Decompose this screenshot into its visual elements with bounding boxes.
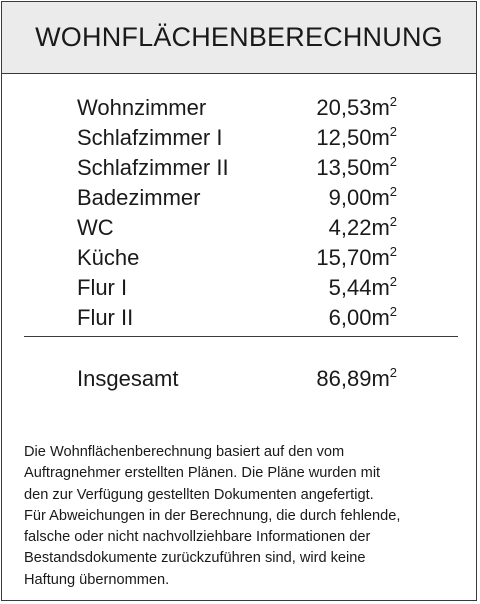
room-area: $13,50m^2$ <box>316 154 397 180</box>
room-row <box>77 183 397 213</box>
disclaimer-text <box>24 442 470 591</box>
total-divider <box>24 336 458 337</box>
room-name: Schlafzimmer II <box>77 155 229 180</box>
disclaimer-line: Haftung übernommen. <box>24 571 170 588</box>
room-row <box>77 273 397 303</box>
title-bar <box>2 2 476 74</box>
room-area: $9,00m^2$ <box>328 184 397 210</box>
room-area: $20,53m^2$ <box>316 94 397 120</box>
disclaimer-line: Die Wohnflächenberechnung basiert auf den vom <box>24 444 345 460</box>
room-name: Badezimmer <box>77 185 201 210</box>
room-area: $12,50m^2$ <box>316 124 397 150</box>
total-area: $86,89m^2$ <box>316 365 397 391</box>
area-calculation-card <box>1 1 477 601</box>
room-area: $5,44m^2$ <box>328 274 397 300</box>
room-row <box>77 243 397 273</box>
room-row <box>77 153 397 183</box>
disclaimer-line: Auftragnehmer erstellten Plänen. Die Pläne wurden mit <box>24 465 381 482</box>
room-name: Flur II <box>77 305 134 330</box>
room-name: Schlafzimmer I <box>77 125 223 150</box>
room-row <box>77 213 397 243</box>
room-list <box>77 93 397 333</box>
room-row <box>77 303 397 333</box>
room-row <box>77 93 397 123</box>
room-area: $15,70m^2$ <box>316 244 397 270</box>
room-name: Flur I <box>77 275 128 300</box>
disclaimer-line: falsche oder nicht nachvollziehbare Informationen der <box>24 529 371 546</box>
room-area: $4,22m^2$ <box>328 214 397 240</box>
total-row <box>77 364 397 394</box>
room-row <box>77 123 397 153</box>
disclaimer-line: den zur Verfügung gestellten Dokumenten angefertigt. <box>24 486 374 503</box>
room-name: WC <box>77 215 114 240</box>
disclaimer-line: Bestandsdokumente zurückzuführen sind, wird keine <box>24 550 366 567</box>
disclaimer-line: Für Abweichungen in der Berechnung, die durch fehlende, <box>24 507 401 524</box>
room-name: Wohnzimmer <box>77 95 207 120</box>
total-label: Insgesamt <box>77 366 179 391</box>
room-name: Küche <box>77 245 140 270</box>
page-title: WOHNFLÄCHENBERECHNUNG <box>35 22 443 52</box>
room-area: $6,00m^2$ <box>328 304 397 330</box>
